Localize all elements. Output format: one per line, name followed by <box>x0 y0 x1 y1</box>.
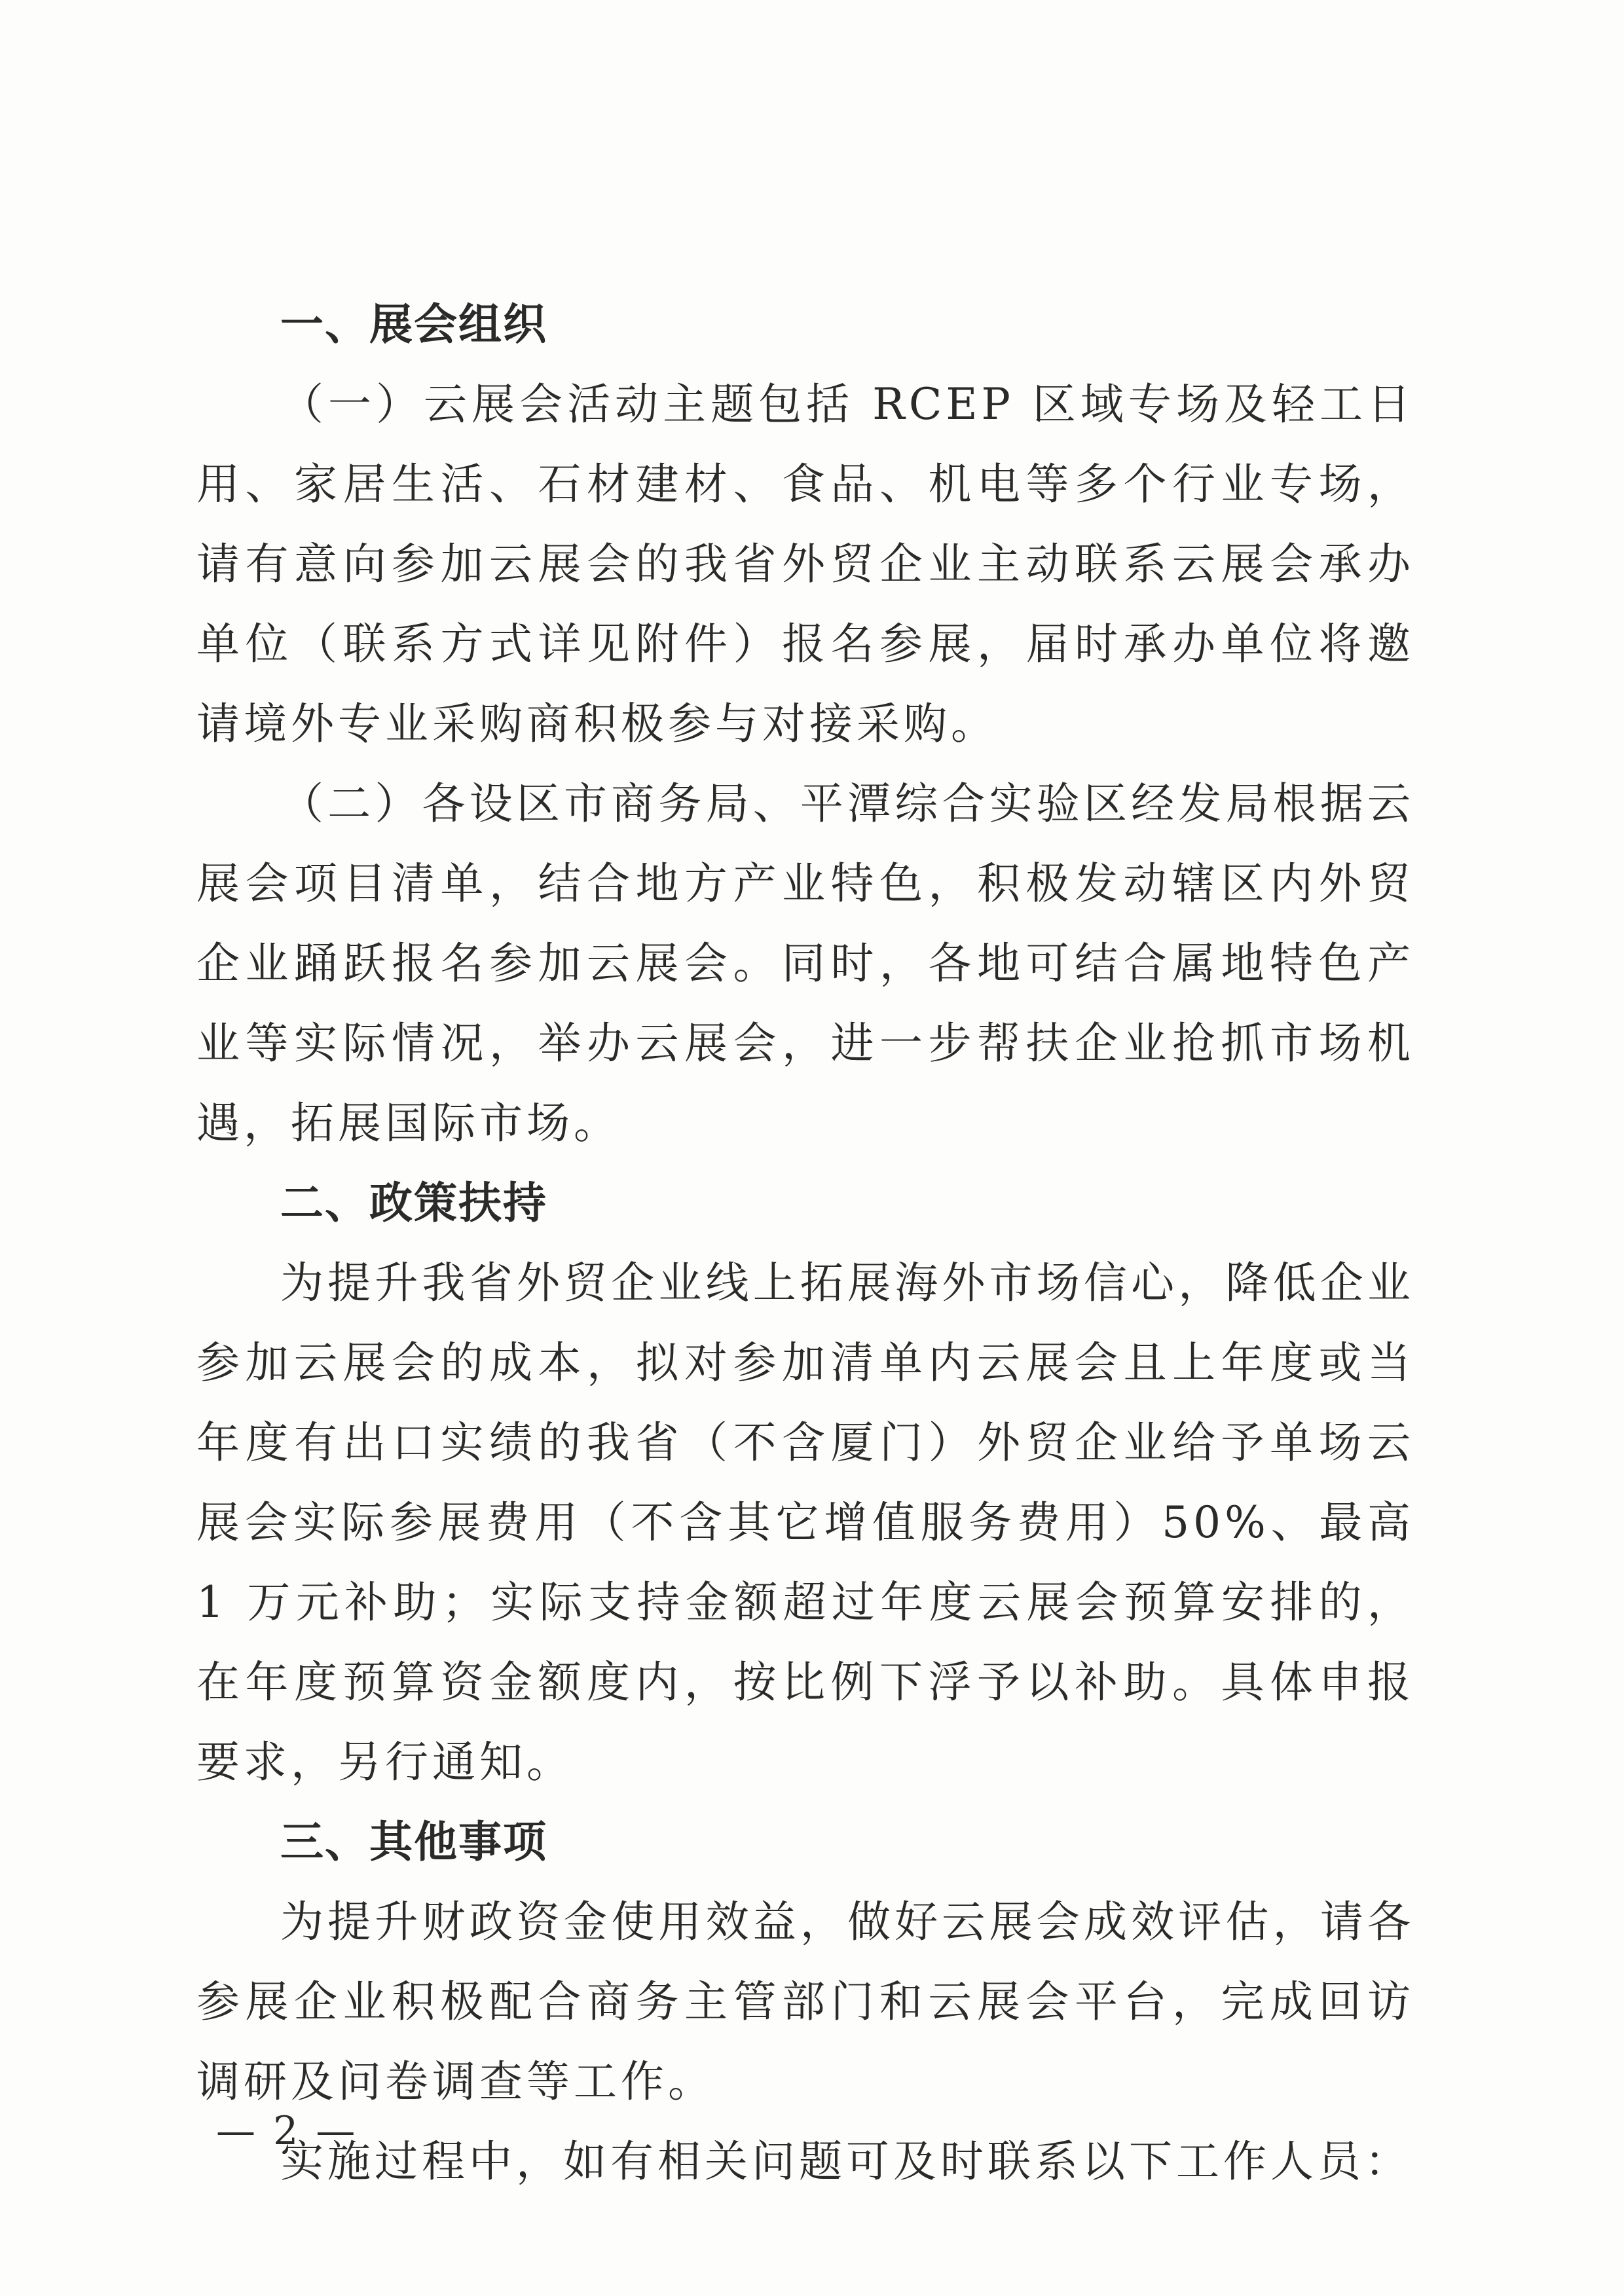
page-number: — 2 — <box>216 2108 358 2154</box>
paragraph-subsidy-policy: 为提升我省外贸企业线上拓展海外市场信心，降低企业参加云展会的成本，拟对参加清单内云展会且上年度或当年度有出口实绩的我省（不含厦门）外贸企业给予单场云展会实际参展费用（不含其它增值服务费用）50%、最高 1 万元补助；实际支持金额超过年度云展会预算安排的，在年度预算资金额度内，按比例下浮予以补助。具体申报要求，另行通知。 <box>196 1258 1414 1787</box>
document-body <box>196 285 1414 2202</box>
section-heading-exhibition-organization: 一、展会组织 <box>280 299 547 350</box>
paragraph-evaluation-survey: 为提升财政资金使用效益，做好云展会成效评估，请各参展企业积极配合商务主管部门和云展会平台，完成回访调研及问卷调查等工作。 <box>196 1897 1414 2107</box>
paragraph-exhibition-themes: （一）云展会活动主题包括 RCEP 区域专场及轻工日用、家居生活、石材建材、食品、机电等多个行业专场，请有意向参加云展会的我省外贸企业主动联系云展会承办单位（联系方式详见附件）报名参展，届时承办单位将邀请境外专业采购商积极参与对接采购。 <box>196 379 1414 749</box>
paragraph-local-mobilization: （二）各设区市商务局、平潭综合实验区经发局根据云展会项目清单，结合地方产业特色，积极发动辖区内外贸企业踊跃报名参加云展会。同时，各地可结合属地特色产业等实际情况，举办云展会，进一步帮扶企业抢抓市场机遇，拓展国际市场。 <box>196 778 1414 1148</box>
section-heading-policy-support: 二、政策扶持 <box>280 1178 547 1228</box>
section-heading-other-matters: 三、其他事项 <box>280 1817 547 1867</box>
paragraph-contact-intro: 实施过程中，如有相关问题可及时联系以下工作人员： <box>280 2136 1412 2187</box>
